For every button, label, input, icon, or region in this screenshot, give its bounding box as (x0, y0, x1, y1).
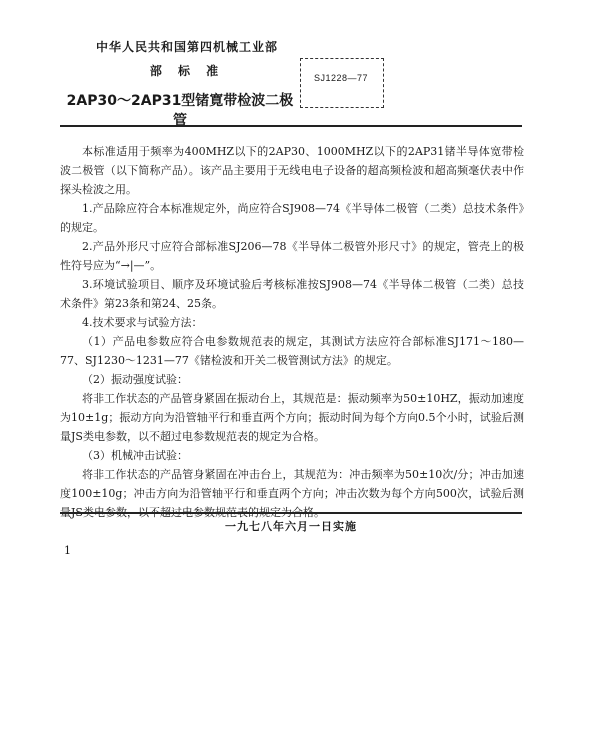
paragraph-intro: 本标准适用于频率为400MHZ以下的2AP30、1000MHZ以下的2AP31锗半导体宽带检波二极管（以下简称产品）。该产品主要用于无线电电子设备的超高频检波和超高频毫伏表中作探头检波之用。 (60, 145, 524, 196)
paragraph-2: 2.产品外形尺寸应符合部标准SJ206—78《半导体二极管外形尺寸》的规定，管壳上的极性符号应为“→|—”。 (60, 240, 524, 272)
document-title: 2AP30～2AP31型锗寛带检波二极管 (66, 93, 294, 129)
standard-code: SJ1228—77 (313, 73, 369, 83)
standard-type: 部 标 准 (149, 64, 225, 78)
page-number: 1 (64, 544, 71, 557)
paragraph-3: 3.环境试验项目、顺序及环境试验后考核标准按SJ908—74《半导体二极管（二类）总技术条件》第23条和第24、25条。 (60, 278, 524, 310)
paragraph-4-3-body: 将非工作状态的产品管身紧固在冲击台上，其规范为：冲击频率为50±10次/分；冲击加速度100±10g；冲击方向为沿管轴平行和垂直两个方向；冲击次数为每个方向500次，试验后测量JS类电参数，以不超过电参数规范表的规定为合格。 (60, 468, 524, 519)
ministry-name: 中华人民共和国第四机械工业部 (95, 40, 278, 54)
document-body (60, 142, 524, 522)
paragraph-4-3-heading: （3）机械冲击试验： (82, 449, 188, 462)
paragraph-4-2-body: 将非工作状态的产品管身紧固在振动台上，其规范是：振动频率为50±10HZ，振动加速度为10±1g；振动方向为沿管轴平行和垂直两个方向；振动时间为每个方向0.5个小时，试验后测量JS类电参数，以不超过电参数规范表的规定为合格。 (60, 392, 524, 443)
standard-code-box (300, 58, 384, 108)
bottom-divider (60, 512, 522, 514)
paragraph-4-1: （1）产品电参数应符合电参数规范表的规定，其测试方法应符合部标准SJ171～180—77、SJ1230～1231—77《锗检波和开关二极管测试方法》的规定。 (60, 335, 524, 367)
paragraph-1: 1.产品除应符合本标准规定外，尚应符合SJ908—74《半导体二极管（二类）总技术条件》的规定。 (60, 202, 524, 234)
top-divider (60, 125, 522, 127)
effective-date: 一九七八年六月一日实施 (225, 520, 357, 533)
paragraph-4-2-heading: （2）振动强度试验： (82, 373, 188, 386)
paragraph-4-heading: 4.技术要求与试验方法： (82, 316, 203, 329)
